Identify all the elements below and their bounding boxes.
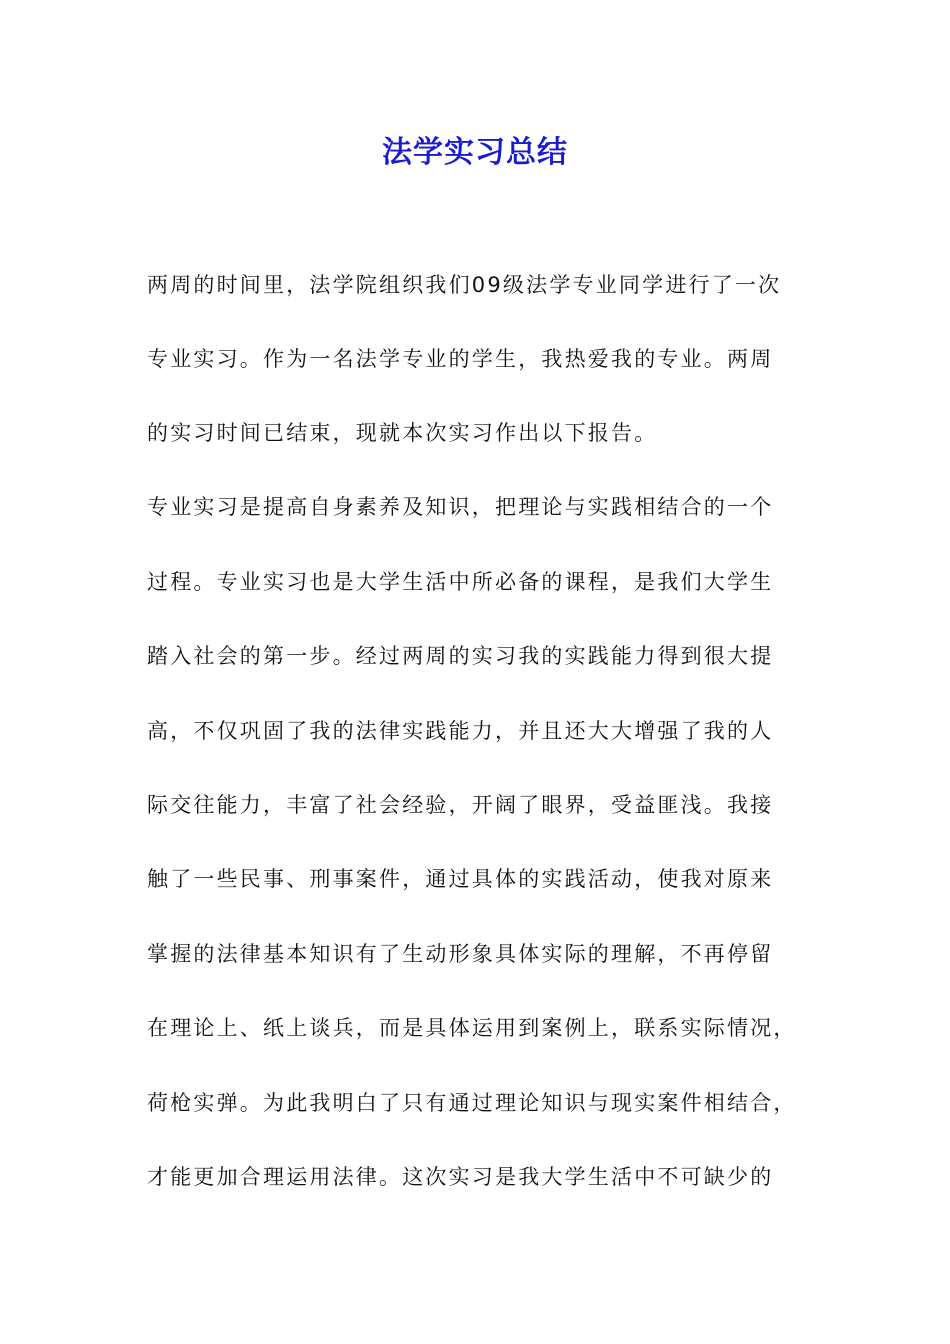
document-title: 法学实习总结 <box>382 135 568 170</box>
text-line: 高，不仅巩固了我的法律实践能力，并且还大大增强了我的人 <box>147 719 774 743</box>
text-line: 专业实习是提高自身素养及知识，把理论与实践相结合的一个 <box>147 495 774 519</box>
text-line: 际交往能力，丰富了社会经验，开阔了眼界，受益匪浅。我接 <box>147 793 774 817</box>
text-line: 踏入社会的第一步。经过两周的实习我的实践能力得到很大提 <box>147 644 774 668</box>
text-line: 过程。专业实习也是大学生活中所必备的课程，是我们大学生 <box>147 570 774 594</box>
text-line: 两周的时间里，法学院组织我们09级法学专业同学进行了一次 <box>147 273 782 297</box>
text-line: 在理论上、纸上谈兵，而是具体运用到案例上，联系实际情况， <box>147 1016 797 1040</box>
text-line: 专业实习。作为一名法学专业的学生，我热爱我的专业。两周 <box>147 347 774 371</box>
text-line: 荷枪实弹。为此我明白了只有通过理论知识与现实案件相结合， <box>147 1091 797 1115</box>
text-line: 才能更加合理运用法律。这次实习是我大学生活中不可缺少的 <box>147 1165 774 1189</box>
text-line: 掌握的法律基本知识有了生动形象具体实际的理解，不再停留 <box>147 942 774 966</box>
text-line: 的实习时间已结束，现就本次实习作出以下报告。 <box>147 421 658 445</box>
text-line: 触了一些民事、刑事案件，通过具体的实践活动，使我对原来 <box>147 867 774 891</box>
